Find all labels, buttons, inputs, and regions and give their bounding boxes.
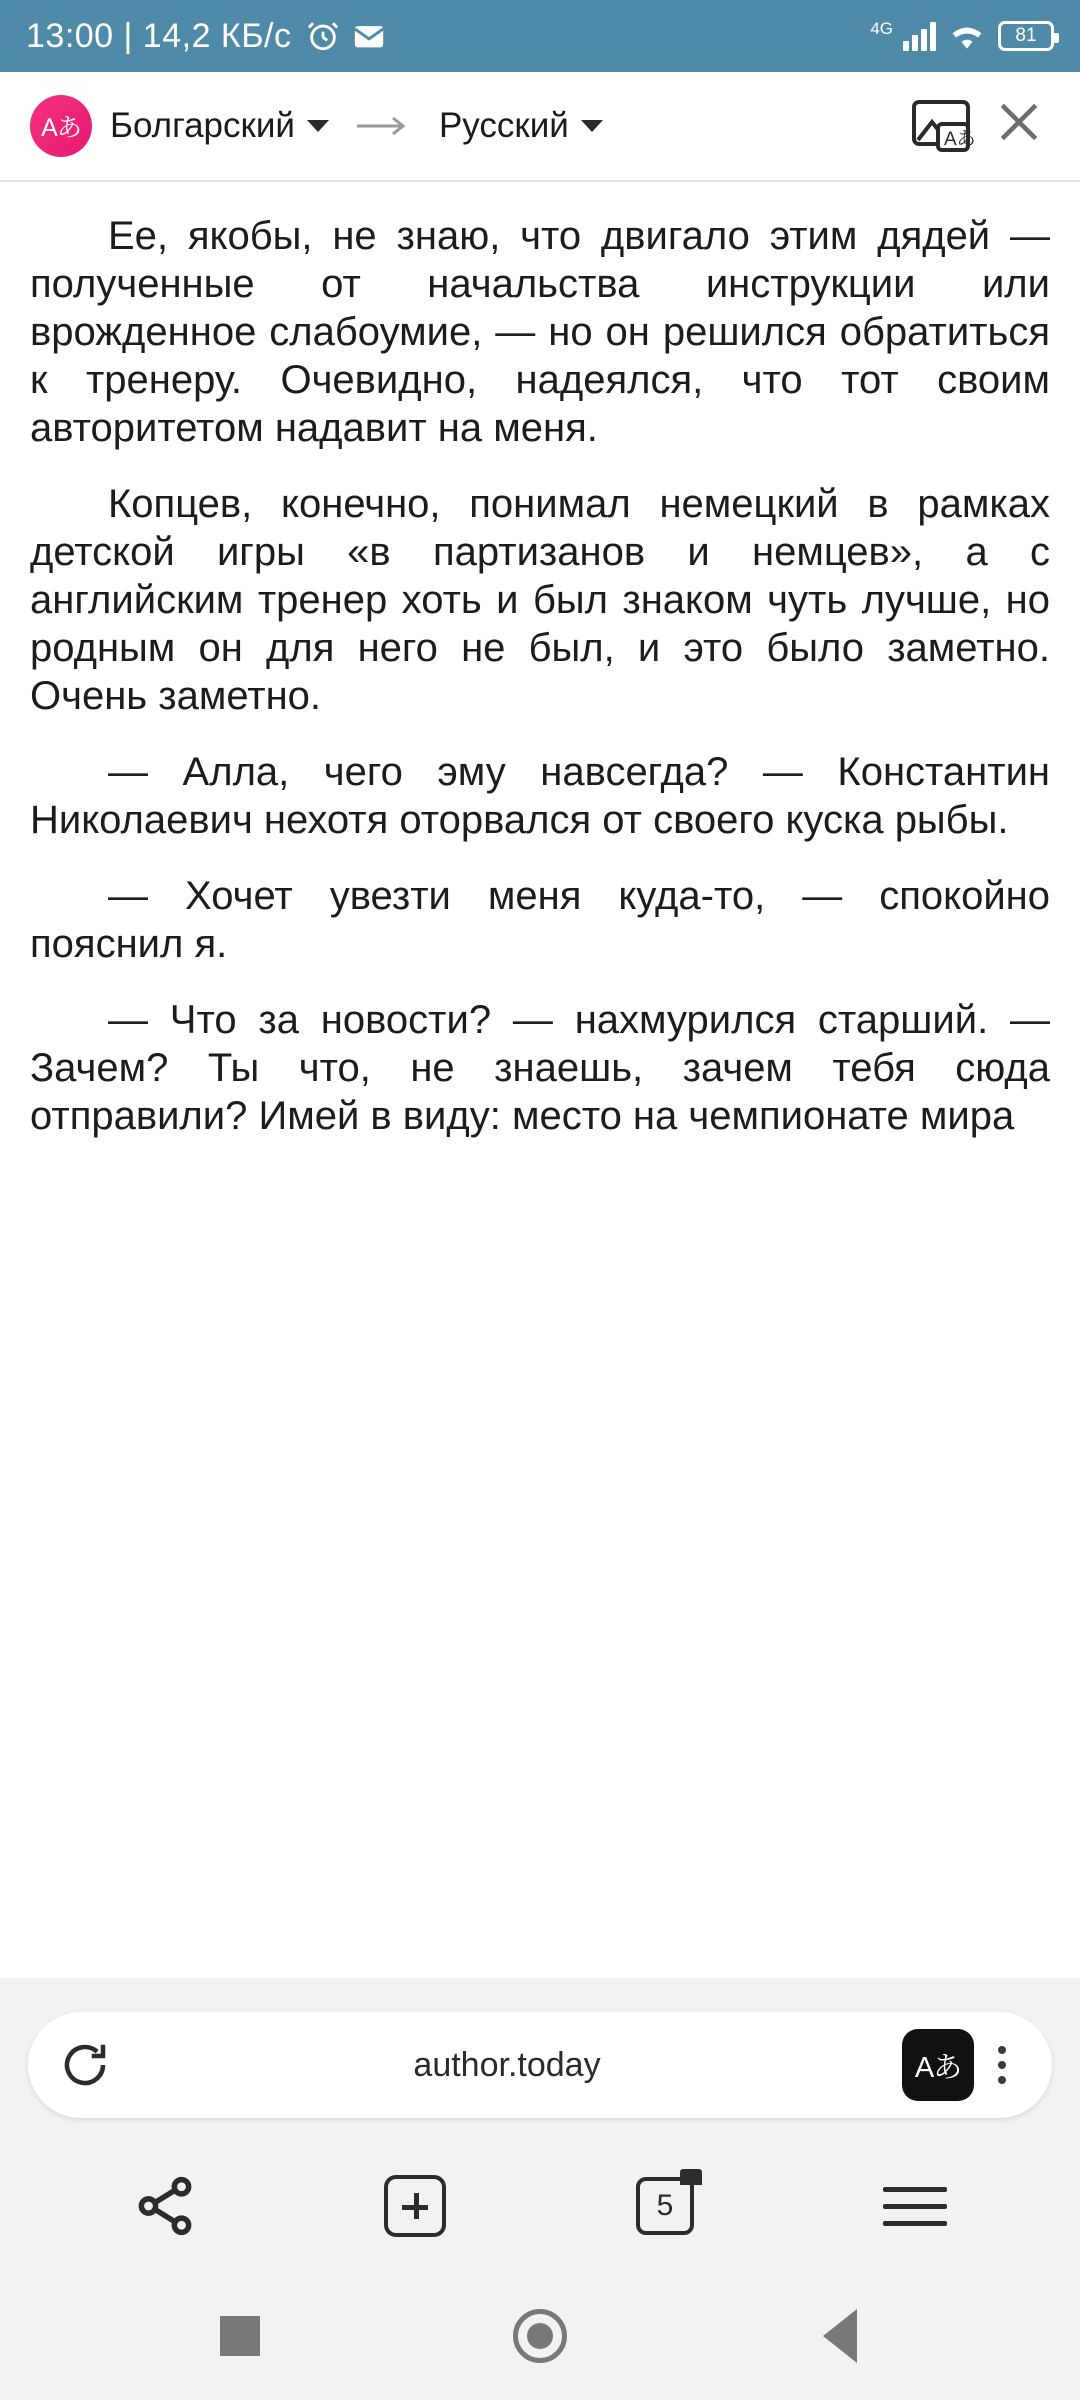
arrow-right-icon	[357, 115, 411, 137]
triangle-back-icon	[823, 2309, 857, 2363]
close-icon[interactable]	[988, 97, 1050, 155]
browser-toolbar	[0, 2140, 1080, 2272]
signal-bars-icon	[903, 21, 936, 51]
alarm-icon	[306, 19, 340, 53]
chevron-down-icon	[581, 120, 603, 132]
share-button[interactable]	[110, 2161, 220, 2251]
omnibox-container	[0, 1978, 1080, 2140]
target-language-label: Русский	[438, 106, 569, 145]
status-bar	[0, 0, 1080, 72]
translate-bar	[0, 72, 1080, 182]
system-navigation-bar	[0, 2272, 1080, 2400]
home-button[interactable]	[485, 2291, 595, 2381]
network-type-label: 4G	[870, 18, 893, 38]
paragraph: — Хочет увезти меня куда-то, — спокойно пояснил я.	[30, 874, 1050, 966]
translate-page-button[interactable]: Aあ	[902, 2029, 974, 2101]
back-button[interactable]	[785, 2291, 895, 2381]
web-page-content[interactable]	[0, 182, 1080, 1304]
recents-button[interactable]	[185, 2291, 295, 2381]
omnibox-url-text[interactable]: author.today	[413, 2045, 601, 2084]
status-bar-right	[870, 18, 1054, 51]
translate-image-icon[interactable]	[912, 100, 976, 152]
translate-logo-icon: Aあ	[30, 95, 92, 157]
wifi-icon	[948, 21, 986, 51]
paragraph: Ее, якобы, не знаю, что двигало этим дядей — полученные от начальства инструкции или врожденное слабоумие, — но он решился обратиться к тренеру. Очевидно, надеялся, что тот своим авторитетом надавит на меня.	[30, 214, 1050, 450]
new-tab-button[interactable]	[360, 2161, 470, 2251]
paragraph: Копцев, конечно, понимал немецкий в рамках детской игры «в партизанов и немцев», а с английским тренер хоть и был знаком чуть лучше, но родным он для него не был, и это было заметно. Очень заметно.	[30, 482, 1050, 718]
battery-level-label: 81	[1015, 25, 1037, 46]
status-notification-icons	[306, 19, 386, 53]
paragraph: — Алла, чего эму навсегда? — Константин Николаевич нехотя оторвался от своего куска рыбы.	[30, 750, 1050, 842]
tabs-button[interactable]	[610, 2161, 720, 2251]
chevron-down-icon	[307, 120, 329, 132]
tabs-count-label: 5	[656, 2189, 674, 2222]
hamburger-icon	[883, 2187, 947, 2226]
svg-text:Aあ: Aあ	[944, 129, 976, 150]
reload-icon[interactable]	[58, 2038, 112, 2092]
mail-icon	[352, 19, 386, 53]
circle-home-icon	[513, 2309, 567, 2363]
source-language-label: Болгарский	[110, 106, 295, 145]
status-bar-left	[26, 17, 386, 56]
target-language-selector[interactable]	[439, 106, 603, 146]
kebab-menu-icon[interactable]	[974, 2046, 1030, 2084]
browser-bottom-area	[0, 1304, 1080, 2400]
paragraph: — Что за новости? — нахмурился старший. — Зачем? Ты что, не знаешь, зачем тебя сюда отправили? Имей в виду: место на чемпионате мира	[30, 998, 1050, 1138]
browser-menu-button[interactable]	[860, 2161, 970, 2251]
status-clock: 13:00 | 14,2 КБ/с	[26, 16, 292, 55]
square-recents-icon	[220, 2316, 260, 2356]
battery-indicator	[998, 21, 1054, 51]
tabs-icon	[636, 2177, 694, 2235]
omnibox[interactable]	[28, 2012, 1052, 2118]
plus-box-icon	[384, 2175, 446, 2237]
source-language-selector[interactable]	[110, 106, 329, 146]
